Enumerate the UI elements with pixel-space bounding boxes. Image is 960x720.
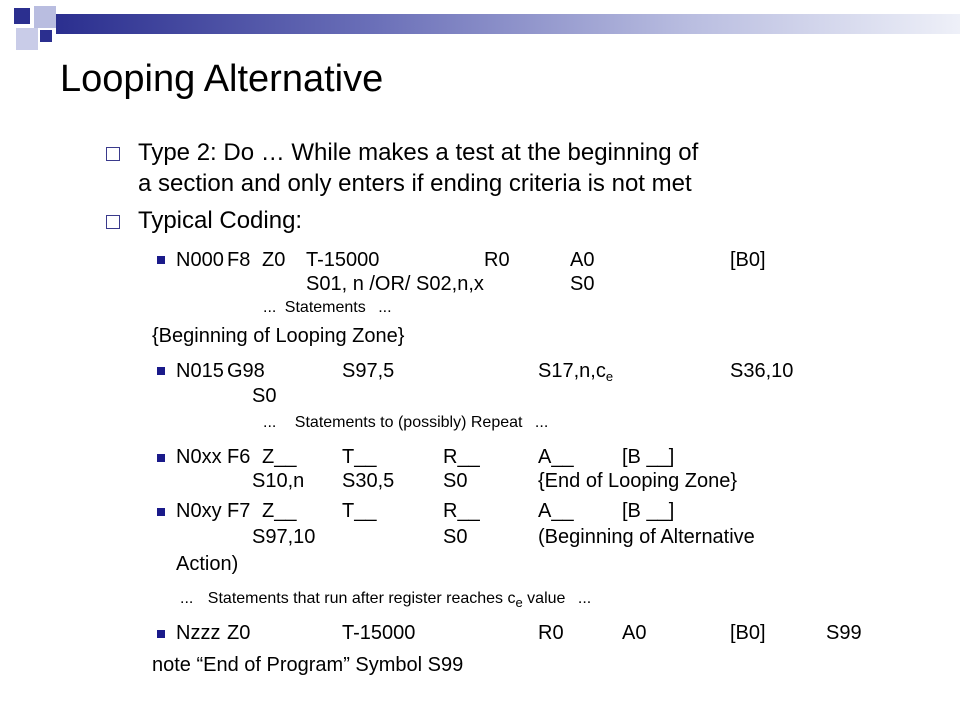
statements-note-2: ... Statements to (possibly) Repeat ... bbox=[263, 414, 549, 431]
code-row-4: N0xy F7 Z__ T__ R__ A__ [B __] bbox=[176, 500, 675, 522]
code-row-4-cont-2: Action) bbox=[176, 553, 239, 575]
code-row-5: Nzzz Z0 T-15000 R0 A0 [B0] S99 bbox=[176, 622, 862, 644]
code-row-2: N015 G98 S97,5 $S17,n,c_e$ S36,10 bbox=[176, 360, 794, 384]
bullet-1-line-2: a section and only enters if ending criteria is not met bbox=[138, 170, 692, 197]
footer-note: note “End of Program” Symbol S99 bbox=[152, 654, 464, 676]
square-bullet-icon bbox=[157, 454, 165, 462]
square-bullet-icon bbox=[157, 256, 165, 264]
deco-square-light bbox=[16, 28, 38, 50]
bullet-1-line-1: Type 2: Do … While makes a test at the beginning of bbox=[138, 139, 699, 166]
code-row-1-cont: S01, n /OR/ S02,n,x S0 bbox=[306, 273, 595, 295]
hollow-square-bullet-icon bbox=[106, 147, 120, 161]
code-row-1: N000 F8 Z0 T-15000 R0 A0 [B0] bbox=[176, 249, 766, 271]
square-bullet-icon bbox=[157, 367, 165, 375]
header-gradient-bar bbox=[56, 14, 960, 34]
code-row-2-cont: S0 bbox=[252, 385, 277, 407]
statements-note-3: ... Statements that run after register reaches $c_e$ value ... bbox=[180, 590, 592, 610]
bullet-2-text: Typical Coding: bbox=[138, 207, 303, 234]
deco-square-dark bbox=[14, 8, 30, 24]
deco-square-dark bbox=[40, 30, 52, 42]
zone-begin-label: {Beginning of Looping Zone} bbox=[152, 325, 405, 347]
code-row-3: N0xx F6 Z__ T__ R__ A__ [B __] bbox=[176, 446, 675, 468]
slide-title: Looping Alternative bbox=[60, 58, 384, 100]
hollow-square-bullet-icon bbox=[106, 215, 120, 229]
code-row-3-cont: S10,n S30,5 S0 {End of Looping Zone} bbox=[252, 470, 738, 492]
statements-note-1: ... Statements ... bbox=[263, 299, 392, 316]
code-row-4-cont: S97,10 S0 (Beginning of Alternative bbox=[252, 526, 755, 548]
square-bullet-icon bbox=[157, 630, 165, 638]
square-bullet-icon bbox=[157, 508, 165, 516]
deco-square-light bbox=[34, 6, 56, 28]
